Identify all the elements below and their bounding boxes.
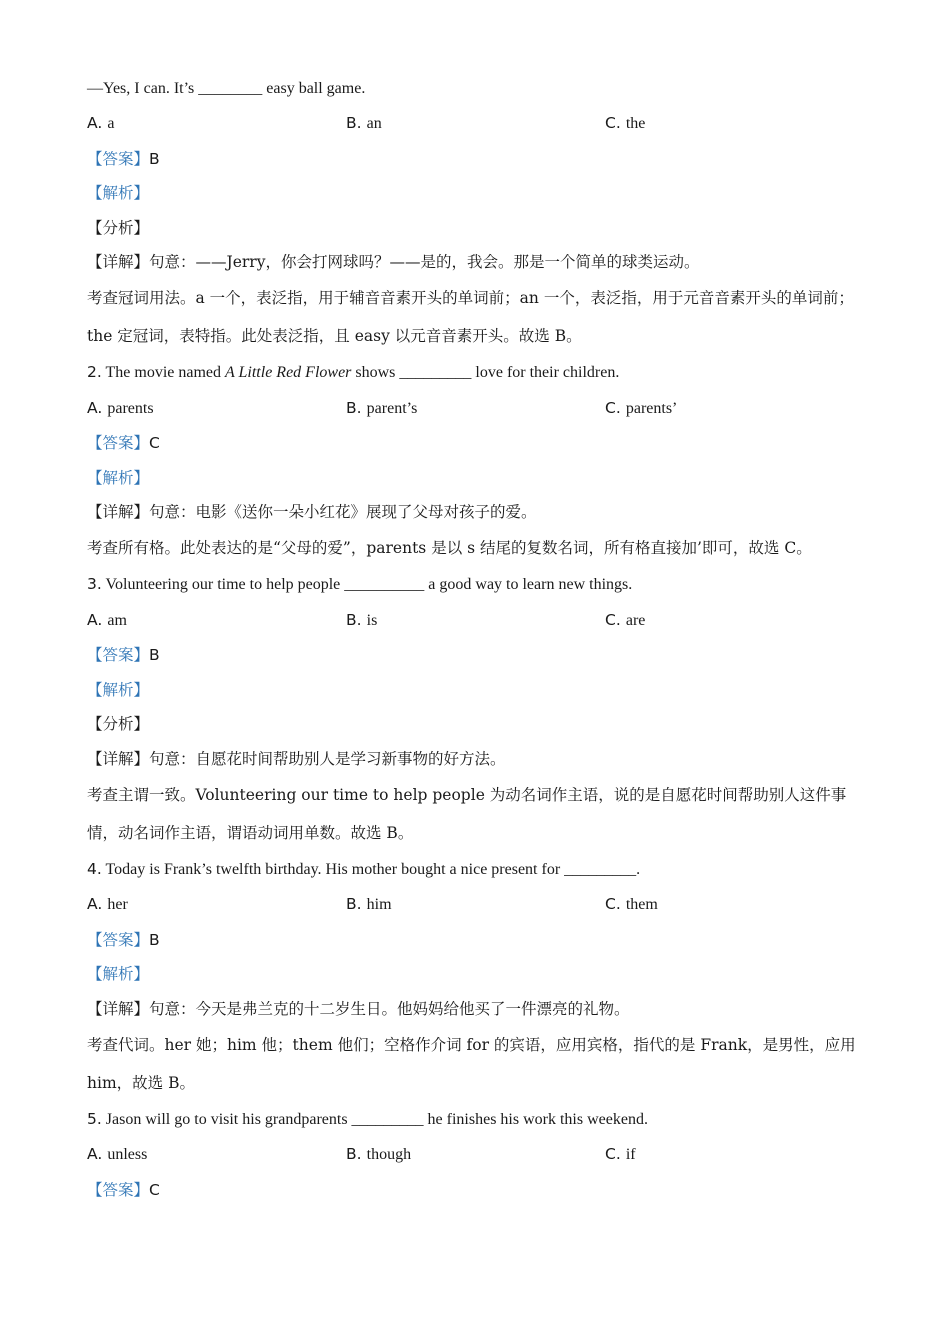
q4-answer — [87, 923, 867, 957]
q1-option-a — [87, 106, 346, 141]
q5-answer — [87, 1173, 867, 1207]
option-text: parents — [107, 399, 154, 417]
q2-stem — [87, 355, 867, 390]
answer-value: C — [149, 434, 160, 453]
q3-option-b — [346, 603, 605, 638]
q2-detail — [87, 495, 867, 529]
q2-option-c — [605, 391, 864, 426]
q2-option-b — [346, 391, 605, 426]
q1-option-b — [346, 106, 605, 141]
option-letter: C. — [605, 610, 621, 629]
stem-part: shows _________ love for their children. — [351, 364, 620, 382]
option-letter: C. — [605, 114, 621, 133]
detail-tag: 【详解】 — [87, 503, 150, 522]
question-number: 5. — [87, 1109, 102, 1128]
q5-option-a — [87, 1137, 346, 1172]
stem-text: Jason will go to visit his grandparents _________ he finishes his work this weekend. — [105, 1110, 648, 1128]
detail-text: 句意：电影《送你一朵小红花》展现了父母对孩子的爱。 — [149, 503, 537, 522]
q4-explanation: 考查代词。her 她；him 他；them 他们；空格作介词 for 的宾语，应用宾格，指代的是 Frank，是男性，应用 him，故选 B。 — [87, 1035, 856, 1092]
stem-part: The movie named — [105, 364, 226, 382]
answer-value: B — [149, 930, 160, 949]
q4-options — [87, 887, 867, 922]
answer-value: C — [149, 1180, 160, 1199]
q5-option-c — [605, 1137, 864, 1172]
q4-stem — [87, 852, 867, 887]
q3-analysis-tag: 【解析】 — [87, 680, 150, 699]
q1-fenxi-tag: 【分析】 — [87, 218, 150, 237]
q3-options — [87, 603, 867, 638]
answer-tag: 【答案】 — [87, 434, 150, 453]
option-letter: A. — [87, 610, 103, 629]
option-text: unless — [107, 1146, 148, 1164]
question-number: 4. — [87, 859, 102, 878]
q3-explanation: 考查主谓一致。Volunteering our time to help people 为动名词作主语，说的是自愿花时间帮助别人这件事情，动名词作主语，谓语动词用单数。故选 B。 — [87, 785, 847, 842]
q3-fenxi-tag: 【分析】 — [87, 715, 150, 734]
q4-option-c — [605, 887, 864, 922]
option-letter: A. — [87, 1145, 103, 1164]
option-letter: C. — [605, 398, 621, 417]
option-letter: C. — [605, 895, 621, 914]
question-number: 2. — [87, 363, 102, 382]
option-text: them — [625, 896, 658, 914]
option-text: if — [625, 1146, 636, 1164]
q1-answer — [87, 142, 867, 176]
q4-option-a — [87, 887, 346, 922]
answer-value: B — [149, 149, 160, 168]
option-letter: A. — [87, 398, 103, 417]
answer-value: B — [149, 646, 160, 665]
q3-option-a — [87, 603, 346, 638]
q5-options — [87, 1137, 867, 1172]
q5-stem — [87, 1102, 867, 1137]
q3-detail — [87, 742, 867, 776]
answer-tag: 【答案】 — [87, 646, 150, 665]
option-text: parent’s — [366, 399, 418, 417]
detail-tag: 【详解】 — [87, 749, 150, 768]
detail-text: 句意：今天是弗兰克的十二岁生日。他妈妈给他买了一件漂亮的礼物。 — [149, 999, 630, 1018]
option-text: parents’ — [625, 399, 678, 417]
q1-detail — [87, 245, 867, 279]
option-letter: B. — [346, 398, 362, 417]
exam-page — [87, 72, 867, 1207]
q3-option-c — [605, 603, 864, 638]
option-letter: B. — [346, 610, 362, 629]
option-text: her — [107, 896, 128, 914]
option-letter: A. — [87, 114, 103, 133]
detail-text: 句意：自愿花时间帮助别人是学习新事物的好方法。 — [149, 749, 506, 768]
q3-stem — [87, 567, 867, 602]
detail-tag: 【详解】 — [87, 999, 150, 1018]
option-text: are — [625, 611, 646, 629]
q1-option-c — [605, 106, 864, 141]
detail-text: 句意：——Jerry，你会打网球吗？——是的，我会。那是一个简单的球类运动。 — [149, 253, 700, 272]
option-text: is — [366, 611, 378, 629]
question-number: 3. — [87, 575, 102, 594]
answer-tag: 【答案】 — [87, 930, 150, 949]
movie-title: A Little Red Flower — [225, 364, 352, 382]
q2-analysis-tag: 【解析】 — [87, 468, 150, 487]
q2-options — [87, 391, 867, 426]
answer-tag: 【答案】 — [87, 1180, 150, 1199]
option-letter: A. — [87, 895, 103, 914]
option-text: am — [107, 611, 127, 629]
option-letter: B. — [346, 1145, 362, 1164]
detail-tag: 【详解】 — [87, 253, 150, 272]
option-text: him — [366, 896, 392, 914]
option-letter: B. — [346, 114, 362, 133]
q1-stem: —Yes, I can. It’s ________ easy ball game. — [87, 80, 366, 97]
option-text: the — [625, 115, 646, 133]
option-text: a — [107, 115, 115, 133]
q1-options — [87, 106, 867, 141]
option-letter: C. — [605, 1145, 621, 1164]
q1-explanation: 考查冠词用法。a 一个，表泛指，用于辅音音素开头的单词前；an 一个，表泛指，用于元音音素开头的单词前；the 定冠词，表特指。此处表泛指，且 easy 以元音音素开头。故选 B。 — [87, 289, 854, 346]
q1-analysis-tag: 【解析】 — [87, 184, 150, 203]
option-letter: B. — [346, 895, 362, 914]
q4-detail — [87, 992, 867, 1026]
option-text: an — [366, 115, 382, 133]
q2-answer — [87, 426, 867, 460]
option-text: though — [366, 1146, 412, 1164]
stem-text: Volunteering our time to help people __________ a good way to learn new things. — [105, 576, 633, 594]
q2-option-a — [87, 391, 346, 426]
q4-analysis-tag: 【解析】 — [87, 965, 150, 984]
q4-option-b — [346, 887, 605, 922]
q3-answer — [87, 638, 867, 672]
q5-option-b — [346, 1137, 605, 1172]
stem-text: Today is Frank’s twelfth birthday. His mother bought a nice present for _________. — [105, 860, 641, 878]
q2-explanation: 考查所有格。此处表达的是“父母的爱”，parents 是以 s 结尾的复数名词，所有格直接加’即可，故选 C。 — [87, 539, 812, 558]
answer-tag: 【答案】 — [87, 149, 150, 168]
